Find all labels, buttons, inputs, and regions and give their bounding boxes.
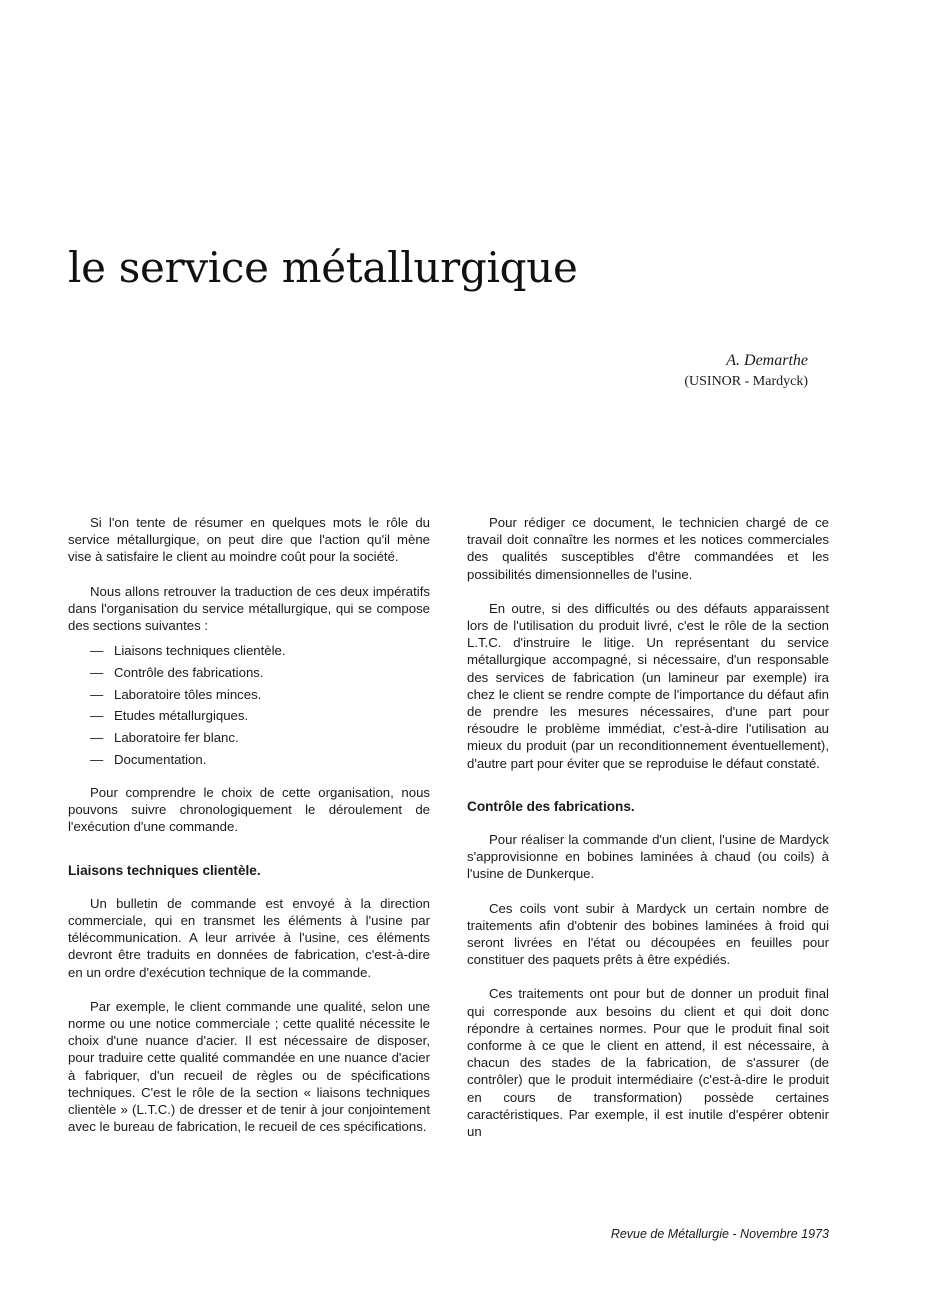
- list-item: [90, 686, 430, 703]
- paragraph: Ces coils vont subir à Mardyck un certain nombre de traitements afin d'obtenir des bobines laminées à froid qui seront livrées en l'état ou découpées en feuilles pour constituer des paquets prêts à être expédiés.: [467, 900, 829, 968]
- dash-bullet: —: [90, 751, 104, 767]
- journal-footer: Revue de Métallurgie - Novembre 1973: [610, 1227, 829, 1241]
- paragraph: Pour réaliser la commande d'un client, l'usine de Mardyck s'approvisionne en bobines laminées à chaud (ou coils) à l'usine de Dunkerque.: [467, 832, 829, 882]
- list-item: [90, 751, 430, 768]
- section-heading-controle: Contrôle des fabrications.: [467, 798, 635, 814]
- right-column: [467, 514, 829, 1157]
- paragraph: Nous allons retrouver la traduction de ces deux impératifs dans l'organisation du service métallurgique, qui se compose des sections suivantes :: [68, 583, 430, 634]
- author-affiliation: (USINOR - Mardyck): [684, 374, 808, 389]
- dash-bullet: —: [90, 686, 104, 702]
- dash-bullet: —: [90, 708, 104, 724]
- paragraph: Pour comprendre le choix de cette organisation, nous pouvons suivre chronologiquement le déroulement de l'exécution d'une commande.: [68, 784, 430, 835]
- left-column: [68, 514, 430, 1152]
- paragraph: Pour rédiger ce document, le technicien chargé de ce travail doit connaître les normes et les notices commerciales des qualités susceptibles d'être commandées et les possibilités dimensionnelles de l'usine.: [467, 515, 829, 582]
- paragraph: Si l'on tente de résumer en quelques mots le rôle du service métallurgique, on peut dire que l'action qu'il mène vise à satisfaire le client au moindre coût pour la société.: [68, 515, 430, 565]
- list-item-label: Laboratoire fer blanc.: [114, 730, 239, 746]
- dash-bullet: —: [90, 643, 104, 659]
- article-title: le service métallurgique: [68, 243, 578, 292]
- list-item: [90, 664, 430, 681]
- dash-bullet: —: [90, 730, 104, 746]
- list-item-label: Contrôle des fabrications.: [114, 664, 264, 680]
- dash-bullet: —: [90, 664, 104, 680]
- list-item-label: Documentation.: [114, 751, 207, 767]
- list-item: [90, 642, 430, 659]
- paragraph: Un bulletin de commande est envoyé à la direction commerciale, qui en transmet les éléments à l'usine par télécommunication. A leur arrivée à l'usine, ces éléments devront être traduits en données de fabrication, c'est-à-dire en un ordre d'exécution technique de la commande.: [68, 895, 430, 980]
- list-item: [90, 707, 430, 724]
- list-item: [90, 729, 430, 746]
- paragraph: Ces traitements ont pour but de donner un produit final qui corresponde aux besoins du client et qui doit donc répondre à certaines normes. Pour que le produit final soit conforme à ce que le client en attend, il est nécessaire, à chacun des stades de la fabrication, de s'assurer (de contrôler) que le produit intermédiaire (c'est-à-dire le produit en cours de transformation) possède certaines caractéristiques. Par exemple, il est inutile d'espérer obtenir un: [467, 986, 829, 1140]
- paragraph: Par exemple, le client commande une qualité, selon une norme ou une notice commerciale ; cette qualité nécessite le choix d'une nuance d'acier. Il est nécessaire de disposer, pour traduire cette qualité commandée en une nuance d'acier à fabriquer, d'un recueil de règles ou de spécifications techniques. C'est le rôle de la section « liaisons techniques clientèle » (L.T.C.) de dresser et de tenir à jour conjointement avec le bureau de fabrication, le recueil de ces spécifications.: [68, 998, 430, 1135]
- list-item-label: Liaisons techniques clientèle.: [114, 643, 286, 659]
- paragraph: En outre, si des difficultés ou des défauts apparaissent lors de l'utilisation du produit livré, c'est le rôle de la section L.T.C. d'instruire le litige. Un représentant du service métallurgique accompagné, si nécessaire, d'un responsable des services de fabrication (un lamineur par exemple) ira chez le client se rendre compte de l'importance du défaut afin de prendre les mesures nécessaires, d'une part pour résoudre le problème immédiat, c'est-à-dire l'utilisation au mieux du produit (par un reconditionnement éventuellement), d'autre part pour éviter que se reproduise le défaut constaté.: [467, 600, 829, 771]
- author-name: A. Demarthe: [726, 352, 808, 369]
- sections-list: [68, 642, 430, 768]
- section-heading-liaisons: Liaisons techniques clientèle.: [68, 862, 261, 878]
- list-item-label: Laboratoire tôles minces.: [114, 686, 262, 702]
- list-item-label: Etudes métallurgiques.: [114, 708, 249, 724]
